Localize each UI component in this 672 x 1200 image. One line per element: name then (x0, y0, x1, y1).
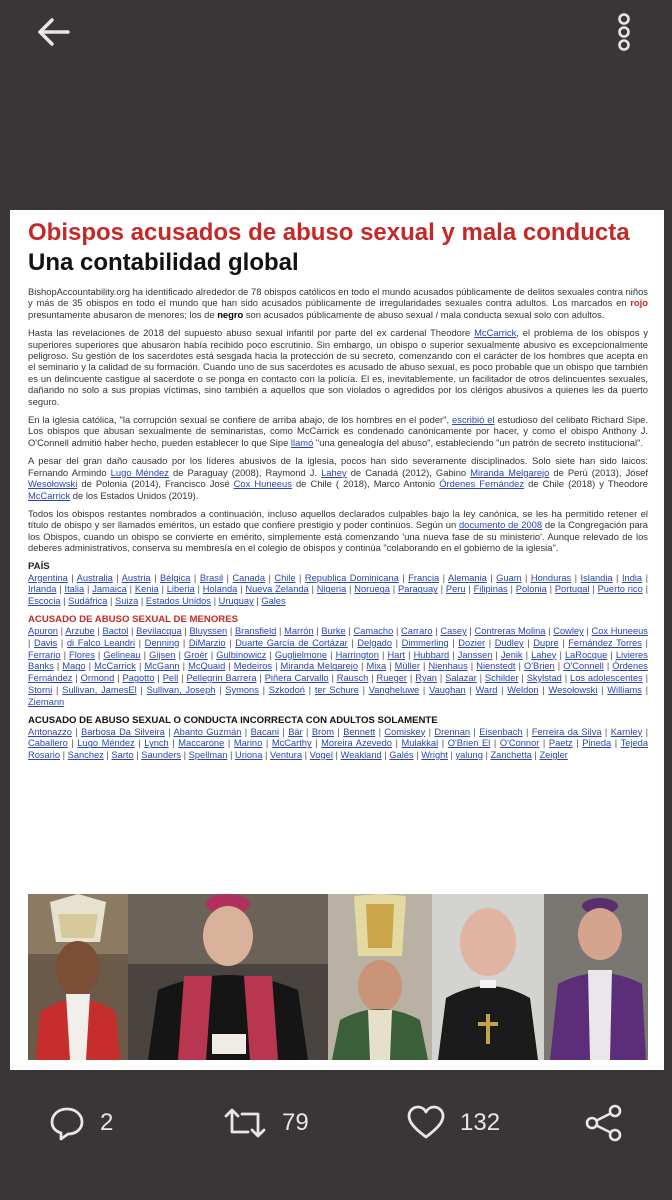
list-link[interactable]: Sullivan, JamesEl (62, 684, 137, 695)
list-link[interactable]: Marrón (284, 625, 314, 636)
list-link[interactable]: Wright (421, 750, 448, 761)
list-link[interactable]: McQuaid (188, 661, 226, 672)
list-link[interactable]: Piñera Carvallo (264, 673, 329, 684)
list-link[interactable]: Arzube (65, 625, 95, 636)
list-link[interactable]: Guam (496, 572, 522, 583)
list-link[interactable]: O'Brien El (447, 738, 491, 749)
list-link[interactable]: Noruega (354, 584, 390, 595)
list-link[interactable]: Tejeda Rosario (28, 738, 648, 761)
list-link[interactable]: Ryan (415, 673, 437, 684)
list-link[interactable]: Bacani (250, 726, 280, 737)
list-link[interactable]: Livieres Banks (28, 649, 648, 672)
list-link[interactable]: Guglielmone (274, 649, 328, 660)
more-options-button[interactable] (604, 10, 644, 56)
miranda-melgarejo-link[interactable]: Miranda Melgarejo (470, 466, 550, 478)
list-link[interactable]: Brom (311, 726, 335, 737)
list-link[interactable]: Salazar (445, 673, 477, 684)
bishop-photo (432, 894, 544, 1060)
paragraph-5: Todos los obispos restantes nombrados a continuación, incluso aquellos declarados culpables bajo la ley canónica, se les ha permitido retener el título de obispo y ser llamados eméritos, un estado que confiere prestigio y poder continuos. Según un documento de 2008 de la Congregación para los Obispos, cuando un obispo se convierte en emérito, simplemente está comenzando 'una nueva fase de su ministerio'. Aunque relevado de los deberes administrativos, conserva su membresía en el colegio de obispos y continúa "colaborando en el gobierno de la iglesia". (28, 507, 649, 554)
list-link[interactable]: Fernández Torres (568, 637, 642, 648)
list-link[interactable]: Vangheluwe (368, 684, 420, 695)
list-link[interactable]: Zeigler (539, 750, 568, 761)
list-link[interactable]: Argentina (28, 572, 68, 583)
list-link[interactable]: Nienstedt (476, 661, 516, 672)
list-link[interactable]: Paraguay (398, 584, 438, 595)
list-link[interactable]: Rueger (376, 673, 408, 684)
list-link[interactable]: Mixa (366, 661, 387, 672)
list-link[interactable]: Casey (440, 625, 467, 636)
llamo-link[interactable]: llamó (290, 436, 314, 448)
mccarrick-2-link[interactable]: McCarrick (28, 489, 71, 501)
list-link[interactable]: Irlanda (28, 584, 57, 595)
arrow-left-icon (30, 14, 80, 54)
list-link[interactable]: Miranda Melgarejo (280, 661, 358, 672)
list-link[interactable]: ter Schure (314, 684, 359, 695)
list-link[interactable]: Rausch (336, 673, 369, 684)
list-link[interactable]: Dozier (458, 637, 486, 648)
list-link[interactable]: DiMarzio (188, 637, 226, 648)
list-link[interactable]: Caballero (28, 738, 68, 749)
list-link[interactable]: Lahey (531, 649, 557, 660)
adults-heading: ACUSADO DE ABUSO SEXUAL O CONDUCTA INCORRECTA CON ADULTOS SOLAMENTE (28, 714, 438, 726)
list-link[interactable]: Medeiros (233, 661, 273, 672)
list-link[interactable]: Gulbinowicz (216, 649, 267, 660)
share-icon (584, 1103, 624, 1143)
list-link[interactable]: Suiza (115, 596, 139, 607)
list-link[interactable]: LaRocque (564, 649, 608, 660)
list-link[interactable]: Nueva Zelanda (245, 584, 309, 595)
list-link[interactable]: Sanchez (67, 750, 104, 761)
list-link[interactable]: Paetz (548, 738, 573, 749)
list-link[interactable]: Jamaica (92, 584, 127, 595)
list-link[interactable]: Burke (321, 625, 346, 636)
wesolowski-link[interactable]: Wesołowski (28, 478, 78, 490)
lahey-link[interactable]: Lahey (321, 466, 347, 478)
list-link[interactable]: Pell (162, 673, 179, 684)
list-link[interactable]: Pellegrin Barrera (186, 673, 257, 684)
list-link[interactable]: Ferrario (28, 649, 61, 660)
list-link[interactable]: Comiskey (384, 726, 426, 737)
list-link[interactable]: McCarrick (94, 661, 136, 672)
list-link[interactable]: Gijsen (149, 649, 176, 660)
list-link[interactable]: Flores (69, 649, 95, 660)
list-link[interactable]: Alemania (448, 572, 487, 583)
list-link[interactable]: Gelineau (103, 649, 141, 660)
intro-paragraph: BishopAccountability.org ha identificado alrededor de 78 obispos católicos en todo el mundo acusados públicamente de delitos sexuales contra niños y más de 35 obispos en todo el mundo que han sido acusados públicamente de irregularidades sexuales contra adultos. Los marcados en rojo presuntamente abusaron de menores; los de negro son acusados públicamente de abuso sexual / mala conducta sexual solo con adultos. (28, 286, 648, 320)
list-link[interactable]: Symons (225, 684, 259, 695)
list-link[interactable]: Maccarone (178, 738, 225, 749)
document-title: Obispos acusados de abuso sexual y mala conducta (28, 219, 630, 246)
list-link[interactable]: Janssen (457, 649, 493, 660)
documento-2008-link[interactable]: documento de 2008 (458, 519, 543, 531)
list-link[interactable]: Gales (261, 596, 286, 607)
list-link[interactable]: Williams (607, 684, 642, 695)
list-link[interactable]: Abanto Guzmán (173, 726, 242, 737)
red-legend: rojo (630, 297, 648, 309)
list-link[interactable]: Australia (76, 572, 113, 583)
list-link[interactable]: Spellman (188, 750, 228, 761)
more-vertical-icon (604, 10, 644, 56)
list-link[interactable]: Bactol (102, 625, 129, 636)
list-link[interactable]: Bennett (343, 726, 376, 737)
list-link[interactable]: Lugo Méndez (77, 738, 135, 749)
list-link[interactable]: Lynch (144, 738, 169, 749)
heart-icon (406, 1104, 446, 1142)
adults-bishop-link-list: Antonazzo | Barbosa Da Silveira | Abanto Guzmán | Bacani | Bär | Brom | Bennett | Comiskey | Drennan | Eisenbach | Ferreira da Silva | Karnley | Caballero | Lugo Méndez | Lynch | Maccarone | Marino | McCarthy | Moreira Azevedo | Mulakkal | O'Brien El | O'Connor | Paetz | Pineda | Tejeda Rosario | Sanchez | Sarto | Saunders | Spellman | Uriona | Ventura | Vogel | Weakland | Galés | Wright | yalung | Zanchetta | Zeigler (28, 726, 649, 761)
list-link[interactable]: Jenik (500, 649, 523, 660)
top-bar (0, 0, 672, 80)
list-link[interactable]: Uruguay (218, 596, 254, 607)
list-link[interactable]: Chile (274, 572, 296, 583)
list-link[interactable]: Pagotto (122, 673, 155, 684)
list-link[interactable]: Liberia (166, 584, 195, 595)
list-link[interactable]: Polonia (515, 584, 547, 595)
retweet-count: 79 (282, 1109, 309, 1136)
list-link[interactable]: Mulakkal (401, 738, 439, 749)
list-link[interactable]: Canada (232, 572, 266, 583)
lugo-mendez-link[interactable]: Lugo Méndez (110, 466, 169, 478)
list-link[interactable]: O'Brien (524, 661, 555, 672)
list-link[interactable]: Harrington (335, 649, 379, 660)
list-link[interactable]: Republica Dominicana (304, 572, 399, 583)
reply-count: 2 (100, 1109, 114, 1136)
list-link[interactable]: Bélgica (159, 572, 191, 583)
list-link[interactable]: Bär (288, 726, 303, 737)
list-link[interactable]: Ventura (270, 750, 303, 761)
list-link[interactable]: Cowley (553, 625, 584, 636)
list-link[interactable]: Drennan (434, 726, 471, 737)
list-link[interactable]: Apuron (28, 625, 58, 636)
bishop-photo (328, 894, 432, 1060)
tweet-action-bar (0, 1095, 672, 1155)
list-link[interactable]: Marino (233, 738, 263, 749)
bishops-photo-strip (28, 894, 648, 1060)
list-link[interactable]: Szkodoń (268, 684, 305, 695)
list-link[interactable]: Portugal (554, 584, 590, 595)
list-link[interactable]: Schilder (484, 673, 519, 684)
country-link-list: Argentina | Australia | Austria | Bélgica | Brasil | Canada | Chile | Republica Dominicana | Francia | Alemania | Guam | Honduras | Islandia | India | Irlanda | Italia | Jamaica | Kenia | Liberia | Holanda | Nueva Zelanda | Nigeria | Noruega | Paraguay | Peru | Filipinas | Polonia | Portugal | Puerto rico | Escocia | Sudáfrica | Suiza | Estados Unidos | Uruguay | Gales (28, 572, 648, 607)
list-link[interactable]: Ziemann (28, 696, 65, 707)
list-link[interactable]: India (621, 572, 643, 583)
list-link[interactable]: Vogel (309, 750, 333, 761)
reply-icon (48, 1104, 86, 1142)
list-link[interactable]: Hart (387, 649, 406, 660)
list-link[interactable]: di Falco Leandri (66, 637, 136, 648)
list-link[interactable]: Bevilacqua (136, 625, 182, 636)
list-link[interactable]: Dimmerling (401, 637, 449, 648)
list-link[interactable]: Sarto (111, 750, 134, 761)
mccarrick-link[interactable]: McCarrick (474, 327, 517, 339)
black-legend: negro (217, 308, 244, 320)
list-link[interactable]: Brasil (199, 572, 224, 583)
list-link[interactable]: Bransfield (234, 625, 277, 636)
list-link[interactable]: Skylstad (526, 673, 562, 684)
shared-document-image[interactable] (10, 210, 664, 1070)
list-link[interactable]: Ormond (80, 673, 115, 684)
list-link[interactable]: Camacho (353, 625, 394, 636)
list-link[interactable]: Groër (183, 649, 208, 660)
list-link[interactable]: O'Connor (499, 738, 540, 749)
document-subtitle: Una contabilidad global (28, 249, 299, 276)
list-link[interactable]: Kenia (134, 584, 159, 595)
list-link[interactable]: Barbosa Da Silveira (81, 726, 165, 737)
back-button[interactable] (30, 14, 80, 54)
list-link[interactable]: Nienhaus (428, 661, 468, 672)
paragraph-2: Hasta las revelaciones de 2018 del supuesto abuso sexual infantil por parte del ex cardenal Theodore McCarrick, el problema de los obispos y superiores superiores que abusaron había recibido poco escrutinio. Sin embargo, un obispo o superior sexualmente abusivo es excepcionalmente peligroso. Su gestión de los sacerdotes está sesgada hacia la protección de su secreto, comenzando con el carácter de los hombres que acepta en el seminario y la calidad de su formación. Cuando uno de sus sacerdotes es acusado de abuso sexual, es poco probable que un obispo que también es un delincuente castigue al sacerdote o se ponga en contacto con la policía. El es, inevitablemente, un facilitador de otros delincuentes sexuales, dañando no solo a sus propias víctimas, sino también a aquellos que son violados o agredidos por los clérigos abusivos a quienes les da puerto seguro. (28, 327, 649, 407)
list-link[interactable]: Ferreira da Silva (531, 726, 602, 737)
list-link[interactable]: yalung (455, 750, 483, 761)
list-link[interactable]: Austria (121, 572, 151, 583)
list-link[interactable]: Italia (64, 584, 85, 595)
bishop-photo (128, 894, 328, 1060)
like-button[interactable] (406, 1103, 500, 1143)
list-link[interactable]: Bluyssen (189, 625, 228, 636)
list-link[interactable]: Puerto rico (597, 584, 643, 595)
list-link[interactable]: Antonazzo (28, 726, 72, 737)
list-link[interactable]: Weakland (340, 750, 382, 761)
escribio-link[interactable]: escribió el (452, 414, 495, 426)
minors-heading: ACUSADO DE ABUSO SEXUAL DE MENORES (28, 613, 239, 625)
list-link[interactable]: Denning (144, 637, 180, 648)
list-link[interactable]: Escocia (28, 596, 61, 607)
list-link[interactable]: Uriona (235, 750, 263, 761)
list-link[interactable]: Sudáfrica (68, 596, 108, 607)
cox-huneeus-link[interactable]: Cox Huneeus (233, 478, 292, 490)
list-link[interactable]: Honduras (530, 572, 572, 583)
list-link[interactable]: O'Connell (563, 661, 604, 672)
list-link[interactable]: Müller (394, 661, 420, 672)
list-link[interactable]: Vaughan (429, 684, 466, 695)
list-link[interactable]: Duarte García de Cortázar (235, 637, 348, 648)
bishop-photo (28, 894, 128, 1060)
list-link[interactable]: Estados Unidos (145, 596, 212, 607)
list-link[interactable]: Peru (445, 584, 466, 595)
pais-heading: PAÍS (28, 560, 50, 572)
list-link[interactable]: Zanchetta (490, 750, 532, 761)
list-link[interactable]: Ward (475, 684, 498, 695)
list-link[interactable]: Eisenbach (479, 726, 523, 737)
list-link[interactable]: Wesołowski (548, 684, 598, 695)
list-link[interactable]: Hubbard (413, 649, 450, 660)
list-link[interactable]: Karnley (610, 726, 643, 737)
list-link[interactable]: McGann (144, 661, 180, 672)
list-link[interactable]: Delgado (357, 637, 393, 648)
list-link[interactable]: Holanda (202, 584, 238, 595)
bishop-photo (544, 894, 648, 1060)
retweet-icon (222, 1104, 268, 1142)
list-link[interactable]: Carraro (401, 625, 433, 636)
list-link[interactable]: Cox Huneeus (591, 625, 648, 636)
reply-button[interactable] (48, 1103, 113, 1143)
ordenes-fernandez-link[interactable]: Órdenes Fernández (439, 478, 525, 490)
minors-bishop-link-list: Apuron | Arzube | Bactol | Bevilacqua | Bluyssen | Bransfield | Marrón | Burke | Camacho | Carraro | Casey | Contreras Molina | Cowley | Cox Huneeus | Davis | di Falco Leandri | Denning | DiMarzio | Duarte García de Cortázar | Delgado | Dimmerling | Dozier | Dudley | Dupre | Fernández Torres | Ferrario | Flores | Gelineau | Gijsen | Groër | Gulbinowicz | Guglielmone | Harrington | Hart | Hubbard | Janssen | Jenik | Lahey | LaRocque | Livieres Banks | Mago | McCarrick | McGann | McQuaid | Medeiros | Miranda Melgarejo | Mixa | Müller | Nienhaus | Nienstedt | O'Brien | O'Connell | Órdenes Fernández | Ormond | Pagotto | Pell | Pellegrin Barrera | Piñera Carvallo | Rausch | Rueger | Ryan | Salazar | Schilder | Skylstad | Los adolescentes | Storni | Sullivan, JamesEl | Sullivan, Joseph | Symons | Szkodoń | ter Schure | Vangheluwe | Vaughan | Ward | Weldon | Wesołowski | Williams | Ziemann (28, 625, 649, 707)
share-button[interactable] (584, 1103, 624, 1143)
list-link[interactable]: Mago (62, 661, 86, 672)
list-link[interactable]: Storni (28, 684, 53, 695)
list-link[interactable]: Dudley (494, 637, 524, 648)
list-link[interactable]: Saunders (141, 750, 182, 761)
list-link[interactable]: Contreras Molina (474, 625, 546, 636)
list-link[interactable]: Nigeria (316, 584, 347, 595)
list-link[interactable]: Galés (389, 750, 414, 761)
list-link[interactable]: Órdenes Fernández (28, 661, 648, 684)
paragraph-4: A pesar del gran daño causado por los líderes abusivos de la iglesia, pocos han sido severamente disciplinados. Solo siete han sido laicos: Fernando Armindo Lugo Méndez de Paraguay (2008), Raymond J. Lahey de Canadá (2012), Gabino Miranda Melgarejo de Perú (2013), Jósef Wesołowski de Polonia (2014), Francisco José Cox Huneeus de Chile ( 2018), Marco Antonio Órdenes Fernández de Chile (2018) y Theodore McCarrick de los Estados Unidos (2019). (28, 455, 648, 501)
list-link[interactable]: Sullivan, Joseph (146, 684, 216, 695)
list-link[interactable]: Islandia (580, 572, 613, 583)
list-link[interactable]: McCarthy (271, 738, 312, 749)
list-link[interactable]: Davis (34, 637, 58, 648)
like-count: 132 (460, 1109, 501, 1136)
list-link[interactable]: Dupre (533, 637, 559, 648)
retweet-button[interactable] (222, 1103, 309, 1143)
list-link[interactable]: Pineda (582, 738, 612, 749)
list-link[interactable]: Francia (408, 572, 440, 583)
list-link[interactable]: Weldon (507, 684, 539, 695)
paragraph-3: En la iglesia católica, "la corrupción sexual se confiere de arriba abajo, de los hombres en el poder", escribió el estudioso del celibato Richard Sipe. Los obispos que abusan sexualmente de seminaristas, como McCarrick es condenado canónicamente por hacer, y como el obispo Anthony J. O'Connell admitió haber hecho, pueden establecer lo que Sipe llamó "una genealogía del abuso", estableciendo "un patrón de secreto institucional". (28, 414, 648, 448)
list-link[interactable]: Moreira Azevedo (321, 738, 392, 749)
list-link[interactable]: Filipinas (473, 584, 508, 595)
list-link[interactable]: Los adolescentes (570, 673, 643, 684)
